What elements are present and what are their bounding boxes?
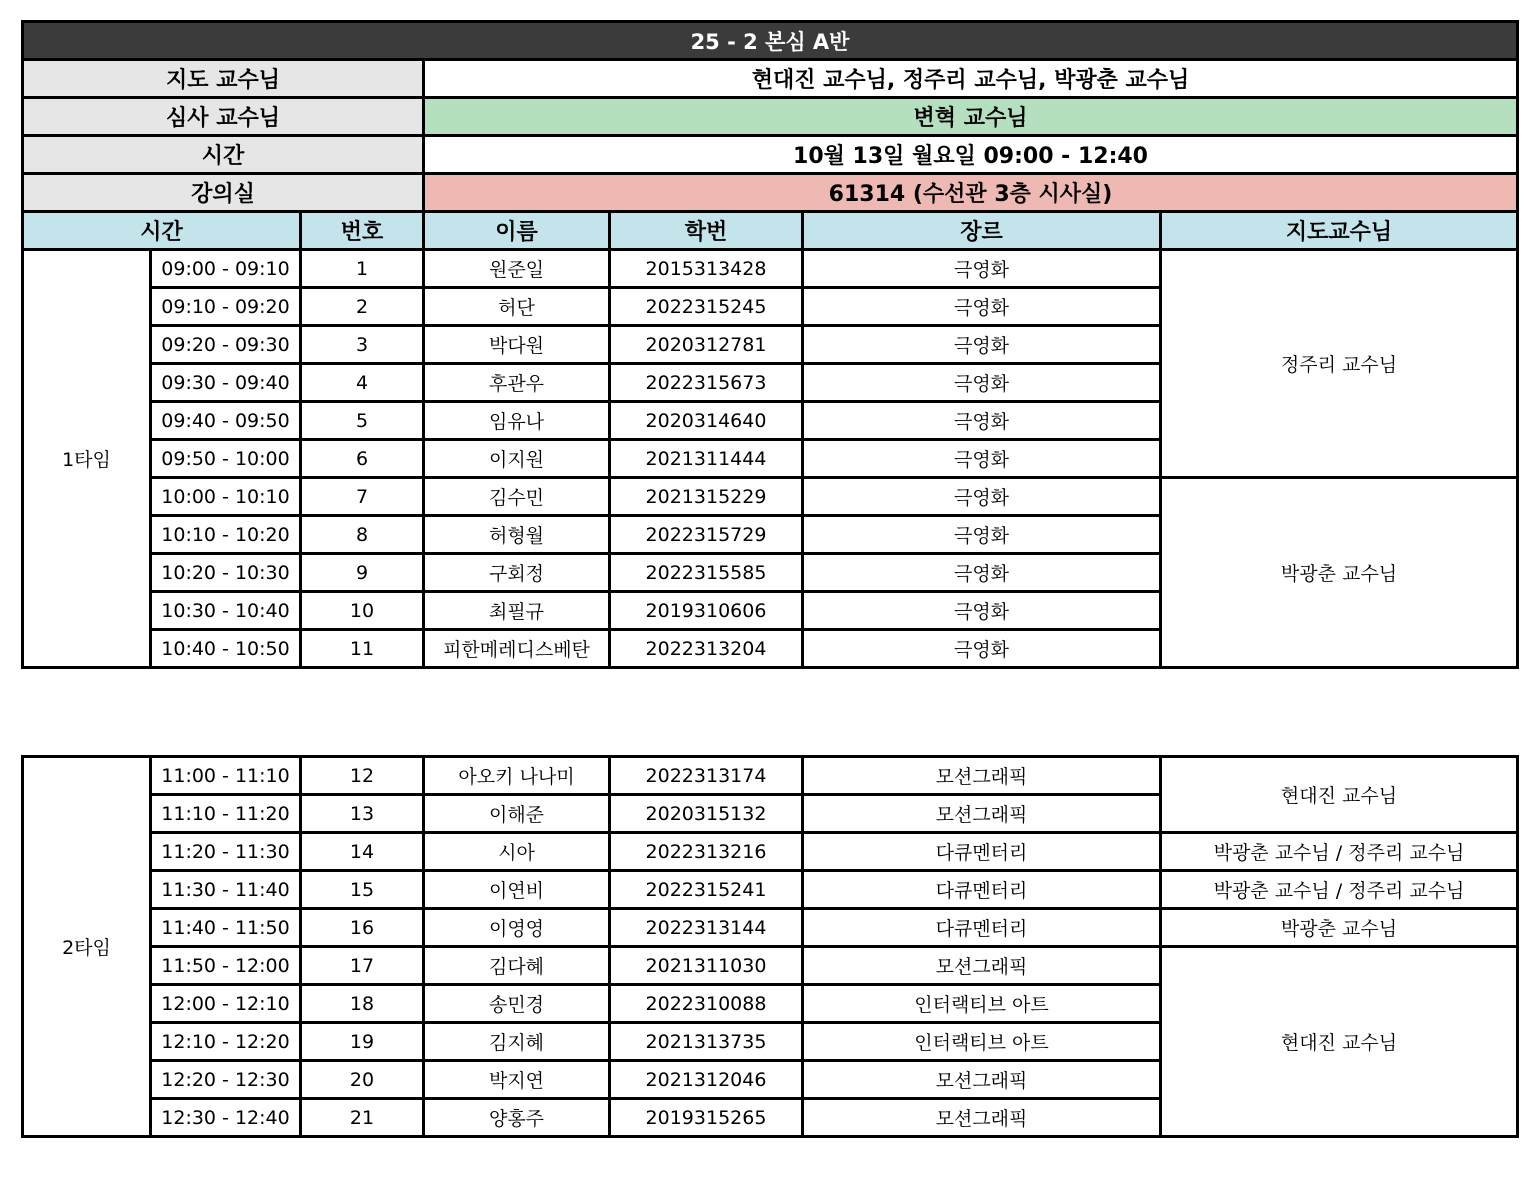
slot-time: 10:40 - 10:50 [151,630,301,668]
genre: 인터랙티브 아트 [803,985,1161,1023]
slot-time: 10:00 - 10:10 [151,478,301,516]
student-id: 2015313428 [610,250,803,288]
slot-number: 12 [301,757,424,795]
slot-number: 20 [301,1061,424,1099]
student-name: 이지원 [424,440,610,478]
genre: 모션그래픽 [803,795,1161,833]
student-name: 임유나 [424,402,610,440]
slot-time: 09:00 - 09:10 [151,250,301,288]
student-id: 2022313204 [610,630,803,668]
time-label: 시간 [23,136,424,174]
student-id: 2020315132 [610,795,803,833]
student-name: 이해준 [424,795,610,833]
student-id: 2022315673 [610,364,803,402]
student-name: 송민경 [424,985,610,1023]
slot-time: 12:20 - 12:30 [151,1061,301,1099]
student-name: 양홍주 [424,1099,610,1137]
slot-number: 5 [301,402,424,440]
slot-time: 12:30 - 12:40 [151,1099,301,1137]
advisor-cell: 현대진 교수님 [1161,757,1518,833]
judge-value: 변혁 교수님 [424,98,1518,136]
schedule-table-session-1 [21,20,1519,669]
genre: 다큐멘터리 [803,909,1161,947]
slot-time: 10:10 - 10:20 [151,516,301,554]
student-id: 2022315241 [610,871,803,909]
slot-number: 21 [301,1099,424,1137]
student-id: 2021313735 [610,1023,803,1061]
judge-label: 심사 교수님 [23,98,424,136]
schedule-table-session-2 [21,755,1519,1138]
slot-time: 11:00 - 11:10 [151,757,301,795]
slot-number: 11 [301,630,424,668]
student-name: 김다혜 [424,947,610,985]
slot-number: 18 [301,985,424,1023]
column-header-genre: 장르 [803,212,1161,250]
genre: 다큐멘터리 [803,833,1161,871]
student-id: 2021311030 [610,947,803,985]
student-name: 김지혜 [424,1023,610,1061]
advisor-label: 지도 교수님 [23,60,424,98]
student-name: 이영영 [424,909,610,947]
slot-number: 13 [301,795,424,833]
student-name: 후관우 [424,364,610,402]
student-id: 2020314640 [610,402,803,440]
slot-number: 16 [301,909,424,947]
slot-time: 10:30 - 10:40 [151,592,301,630]
slot-number: 19 [301,1023,424,1061]
genre: 극영화 [803,554,1161,592]
slot-number: 9 [301,554,424,592]
advisor-cell: 박광춘 교수님 [1161,478,1518,668]
slot-time: 11:10 - 11:20 [151,795,301,833]
slot-time: 09:40 - 09:50 [151,402,301,440]
student-id: 2021311444 [610,440,803,478]
advisor-cell: 박광춘 교수님 / 정주리 교수님 [1161,871,1518,909]
student-id: 2019315265 [610,1099,803,1137]
student-name: 박다원 [424,326,610,364]
slot-number: 10 [301,592,424,630]
student-id: 2022313174 [610,757,803,795]
student-id: 2022313216 [610,833,803,871]
student-id: 2022315245 [610,288,803,326]
genre: 극영화 [803,288,1161,326]
student-name: 구회정 [424,554,610,592]
genre: 극영화 [803,326,1161,364]
advisor-cell: 박광춘 교수님 [1161,909,1518,947]
table-row [23,947,1518,985]
genre: 모션그래픽 [803,1099,1161,1137]
slot-number: 6 [301,440,424,478]
slot-number: 8 [301,516,424,554]
slot-time: 11:20 - 11:30 [151,833,301,871]
advisor-cell: 정주리 교수님 [1161,250,1518,478]
slot-time: 09:10 - 09:20 [151,288,301,326]
table-row [23,478,1518,516]
genre: 모션그래픽 [803,757,1161,795]
room-label: 강의실 [23,174,424,212]
slot-time: 11:50 - 12:00 [151,947,301,985]
student-name: 아오키 나나미 [424,757,610,795]
slot-number: 17 [301,947,424,985]
slot-number: 15 [301,871,424,909]
slot-time: 11:40 - 11:50 [151,909,301,947]
table-row [23,871,1518,909]
slot-time: 09:20 - 09:30 [151,326,301,364]
student-name: 김수민 [424,478,610,516]
slot-number: 14 [301,833,424,871]
room-value: 61314 (수선관 3층 시사실) [424,174,1518,212]
student-id: 2021312046 [610,1061,803,1099]
column-header-advisor: 지도교수님 [1161,212,1518,250]
student-name: 허단 [424,288,610,326]
student-name: 최필규 [424,592,610,630]
column-header-student-id: 학번 [610,212,803,250]
genre: 극영화 [803,592,1161,630]
student-name: 피한메레디스베탄 [424,630,610,668]
table-row [23,757,1518,795]
slot-time: 09:30 - 09:40 [151,364,301,402]
student-id: 2022313144 [610,909,803,947]
time-value: 10월 13일 월요일 09:00 - 12:40 [424,136,1518,174]
genre: 모션그래픽 [803,947,1161,985]
student-id: 2019310606 [610,592,803,630]
column-header-time: 시간 [23,212,301,250]
genre: 극영화 [803,364,1161,402]
student-name: 박지연 [424,1061,610,1099]
session-label: 1타임 [23,250,151,668]
student-name: 이연비 [424,871,610,909]
column-header-row [23,212,1518,250]
genre: 극영화 [803,630,1161,668]
student-id: 2021315229 [610,478,803,516]
student-id: 2022310088 [610,985,803,1023]
table-row [23,833,1518,871]
column-header-name: 이름 [424,212,610,250]
slot-time: 09:50 - 10:00 [151,440,301,478]
student-name: 시아 [424,833,610,871]
slot-time: 12:10 - 12:20 [151,1023,301,1061]
genre: 모션그래픽 [803,1061,1161,1099]
genre: 인터랙티브 아트 [803,1023,1161,1061]
schedule-title: 25 - 2 본심 A반 [23,22,1518,60]
genre: 극영화 [803,250,1161,288]
genre: 극영화 [803,402,1161,440]
slot-number: 7 [301,478,424,516]
table-row [23,909,1518,947]
table-row [23,250,1518,288]
slot-time: 12:00 - 12:10 [151,985,301,1023]
slot-number: 1 [301,250,424,288]
student-id: 2022315585 [610,554,803,592]
slot-number: 2 [301,288,424,326]
genre: 극영화 [803,440,1161,478]
genre: 극영화 [803,516,1161,554]
advisor-cell: 현대진 교수님 [1161,947,1518,1137]
genre: 다큐멘터리 [803,871,1161,909]
student-id: 2020312781 [610,326,803,364]
student-name: 허형월 [424,516,610,554]
advisor-value: 현대진 교수님, 정주리 교수님, 박광춘 교수님 [424,60,1518,98]
slot-number: 4 [301,364,424,402]
student-id: 2022315729 [610,516,803,554]
genre: 극영화 [803,478,1161,516]
slot-time: 11:30 - 11:40 [151,871,301,909]
slot-time: 10:20 - 10:30 [151,554,301,592]
student-name: 원준일 [424,250,610,288]
column-header-number: 번호 [301,212,424,250]
session-label: 2타임 [23,757,151,1137]
advisor-cell: 박광춘 교수님 / 정주리 교수님 [1161,833,1518,871]
slot-number: 3 [301,326,424,364]
